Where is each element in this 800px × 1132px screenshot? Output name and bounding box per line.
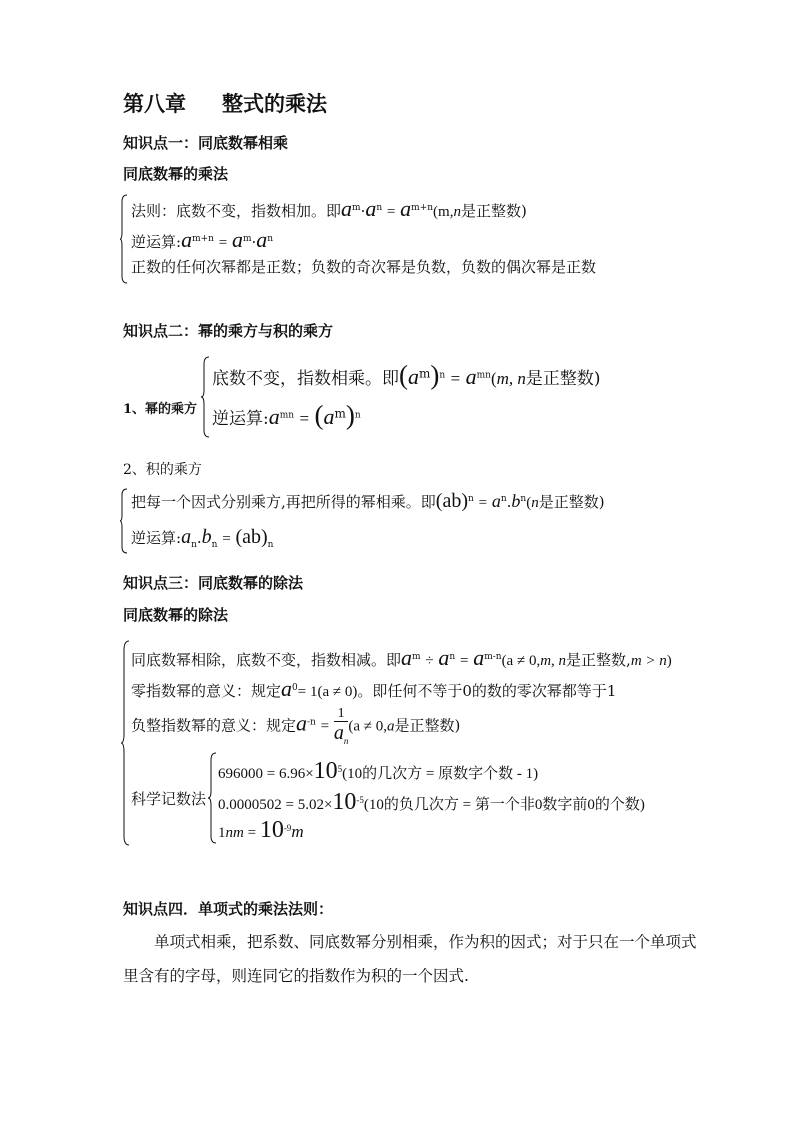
k1-inv-a1: a bbox=[181, 227, 193, 252]
k3-neg-cond-a: a bbox=[387, 718, 395, 735]
k2-cond-tail: 是正整数) bbox=[525, 369, 601, 389]
k1-rule-line bbox=[131, 196, 527, 222]
k3-sci-1-note: (10的几次方 = 原数字个数 - 1) bbox=[342, 766, 539, 782]
k2-product-b: b bbox=[511, 491, 521, 511]
k2-power-label: 1、幂的乘方 bbox=[123, 402, 198, 417]
k2-inv-mn: mn bbox=[279, 410, 295, 421]
k1-rule-eq: = bbox=[386, 204, 396, 220]
k3-neg-cond-tail: 是正整数) bbox=[394, 716, 461, 735]
k2-inv-a: a bbox=[268, 404, 280, 429]
k2-power-eq: = bbox=[450, 369, 461, 388]
k3-neg-eq: = bbox=[320, 718, 330, 735]
k3-zero-exp: 0 bbox=[292, 683, 298, 693]
chapter-number: 第八章 bbox=[123, 91, 186, 116]
k3-div-cond-vars: m, n bbox=[540, 653, 567, 669]
k2-inv-m: m bbox=[334, 406, 346, 421]
k2-inv-paren-open: ( bbox=[314, 400, 324, 430]
k2-cond-mn: m, n bbox=[496, 369, 526, 388]
k2-paren-open: ( bbox=[399, 360, 408, 390]
k2-power-mn: mn bbox=[476, 370, 491, 381]
k1-rule-mn: m+n bbox=[411, 203, 434, 213]
k2-product-a-n: n bbox=[500, 494, 507, 504]
k3-brace-sci bbox=[208, 752, 217, 844]
k2-pinv-a: a bbox=[181, 526, 192, 548]
k1-rule-a3: a bbox=[400, 196, 412, 221]
k3-div-m: m bbox=[412, 652, 421, 662]
k3-div-rule-text: 同底数幂相除，底数不变，指数相减。即 bbox=[131, 651, 402, 669]
k3-neg-cond: (a ≠ 0, bbox=[348, 718, 388, 735]
k2-pinv-b-n: n bbox=[211, 540, 218, 550]
k2-power-n: n bbox=[439, 370, 446, 381]
k3-subheading: 同底数幂的除法 bbox=[123, 606, 229, 624]
k2-power-rule-text: 底数不变，指数相乘。即 bbox=[212, 369, 399, 389]
k2-heading: 知识点二：幂的乘方与积的乘方 bbox=[123, 322, 334, 340]
k2-inv-n: n bbox=[354, 410, 361, 421]
k2-product-inverse-label: 逆运算: bbox=[131, 529, 182, 547]
k3-sci-example-1 bbox=[218, 758, 538, 785]
k1-inv-a2: a bbox=[231, 227, 243, 252]
k2-cond-open: ( bbox=[490, 369, 497, 388]
k1-rule-dot: · bbox=[360, 202, 366, 220]
k2-product-label bbox=[123, 459, 202, 479]
k1-rule-a1: a bbox=[341, 196, 353, 221]
k3-div-cond-close: ) bbox=[666, 653, 672, 669]
k3-sci-1-exp: 5 bbox=[337, 764, 343, 774]
k3-neg-a: a bbox=[296, 710, 308, 736]
k2-power-a2: a bbox=[465, 364, 477, 389]
k2-product-b-n: n bbox=[520, 494, 527, 504]
k3-div-cond-mid: 是正整数, bbox=[566, 651, 631, 669]
k1-subheading: 同底数幂的乘法 bbox=[123, 165, 229, 183]
k3-div-cond-ineq: m > n bbox=[630, 653, 667, 669]
k3-sci-2-note: (10的负几次方 = 第一个非0数字前0的个数) bbox=[363, 797, 645, 813]
chapter-title bbox=[123, 88, 327, 118]
k3-sci-2-exp: -5 bbox=[356, 795, 364, 805]
k3-div-a3: a bbox=[473, 645, 485, 670]
k1-inv-mn: m+n bbox=[192, 234, 214, 244]
k2-pinv-dot: . bbox=[196, 529, 202, 547]
k3-div-sign: ÷ bbox=[425, 653, 434, 669]
k3-zero-tail: 即任何不等于0的数的零次幂都等于1 bbox=[372, 682, 617, 700]
k2-pinv-a-n: n bbox=[191, 540, 197, 550]
k3-sci-3-exp: -9 bbox=[283, 823, 292, 833]
k3-div-n: n bbox=[449, 652, 456, 662]
k3-sci-3-eq: = bbox=[243, 825, 260, 841]
k3-heading: 知识点三：同底数幂的除法 bbox=[123, 574, 304, 592]
k2-product-label-text: 2、积的乘方 bbox=[123, 462, 202, 478]
k1-rule-n: n bbox=[376, 203, 383, 213]
k1-rule-cond-n: n bbox=[453, 204, 461, 220]
k2-inv-paren-close: ) bbox=[345, 400, 355, 430]
k3-div-eq: = bbox=[459, 653, 469, 669]
k1-inv-m: m bbox=[242, 234, 252, 244]
k3-sci-3-unit: nm bbox=[225, 825, 244, 841]
k3-sci-example-2 bbox=[218, 789, 645, 816]
k3-sci-1-base: 10 bbox=[313, 758, 338, 784]
k3-neg-fraction bbox=[334, 706, 349, 747]
k2-product-inverse-line bbox=[131, 526, 273, 550]
k2-power-a: a bbox=[408, 364, 419, 389]
k4-body: 单项式相乘，把系数、同底数幂分别相乘，作为积的因式；对于只在一个单项式里含有的字母，则连同它的指数作为积的一个因式. bbox=[123, 933, 697, 985]
k1-rule-m: m bbox=[352, 203, 361, 213]
k3-div-a1: a bbox=[401, 645, 413, 670]
k2-pinv-b: b bbox=[201, 526, 212, 548]
k2-product-cond: ( bbox=[526, 495, 532, 511]
k3-div-cond-head: (a ≠ 0, bbox=[501, 653, 541, 669]
k3-div-mn: m-n bbox=[484, 652, 502, 662]
k2-inv-eq: = bbox=[299, 409, 310, 428]
k2-paren-close: ) bbox=[430, 360, 440, 390]
k3-sci-3-m: m bbox=[291, 822, 304, 841]
k3-sci-3-base: 10 bbox=[259, 817, 284, 843]
k3-sci-3-lhs: 1 bbox=[218, 825, 226, 841]
k1-inv-a3: a bbox=[256, 227, 268, 252]
k2-product-a: a bbox=[491, 491, 501, 511]
k4-heading: 知识点四．单项式的乘法法则： bbox=[123, 900, 334, 918]
k3-neg-num: 1 bbox=[334, 706, 349, 722]
k3-zero-a: a bbox=[281, 676, 293, 701]
k2-product-n: n bbox=[467, 494, 474, 504]
k3-neg-text: 负整指数幂的意义：规定 bbox=[131, 716, 297, 735]
k1-brace bbox=[120, 194, 128, 284]
k1-inverse-label: 逆运算: bbox=[131, 233, 182, 251]
k3-neg-den-n: n bbox=[343, 736, 349, 747]
k1-inv-eq: = bbox=[218, 235, 228, 251]
k2-inv-a2: a bbox=[323, 404, 335, 429]
k3-neg-den bbox=[334, 722, 349, 747]
k3-neg-exp: -n bbox=[307, 717, 316, 728]
k1-rule-cond-tail: 是正整数) bbox=[460, 202, 527, 220]
k1-rule-text: 法则：底数不变，指数相加。即 bbox=[131, 202, 342, 220]
k3-div-a2: a bbox=[438, 645, 450, 670]
k1-inverse-line bbox=[131, 227, 273, 253]
k2-product-cond-tail: 是正整数) bbox=[538, 493, 605, 511]
k1-sign-rule: 正数的任何次幂都是正数；负数的奇次幂是负数，负数的偶次幂是正数 bbox=[131, 258, 597, 276]
k3-neg-den-a: a bbox=[333, 722, 344, 745]
k2-brace-product bbox=[120, 488, 128, 554]
k2-power-inverse-line bbox=[212, 400, 361, 431]
k2-pinv-eq: = bbox=[222, 531, 231, 547]
k2-product-rule-text: 把每一个因式分别乘方,再把所得的幂相乘。即 bbox=[131, 493, 436, 511]
k3-zero-text: 零指数幂的意义：规定 bbox=[131, 682, 282, 700]
k3-sci-label: 科学记数法 bbox=[131, 790, 207, 808]
k2-pinv-n: n bbox=[267, 540, 274, 550]
k2-brace-power bbox=[201, 356, 210, 438]
k1-heading: 知识点一：同底数幂相乘 bbox=[123, 134, 289, 152]
k2-pinv-ab: (ab) bbox=[235, 526, 268, 548]
k2-power-m: m bbox=[419, 366, 431, 381]
k2-product-eq: = bbox=[478, 495, 488, 511]
k3-zero-expr: = 1(a ≠ 0)。 bbox=[297, 684, 373, 700]
k3-zero-line bbox=[131, 676, 616, 702]
k2-power-inverse-label: 逆运算: bbox=[212, 409, 269, 429]
k3-neg-line bbox=[131, 706, 460, 747]
k2-product-rule-line bbox=[131, 490, 605, 513]
k3-sci-2-base: 10 bbox=[332, 789, 357, 815]
k2-power-rule-line bbox=[212, 360, 601, 391]
k1-inv-dot: · bbox=[251, 233, 257, 251]
k3-brace-main bbox=[121, 640, 130, 846]
k3-div-rule-line bbox=[131, 645, 672, 671]
k1-rule-cond: (m, bbox=[433, 204, 454, 220]
k1-inv-n: n bbox=[267, 234, 274, 244]
k3-sci-2-lhs: 0.0000502 = 5.02× bbox=[218, 797, 333, 813]
k2-product-dot: . bbox=[506, 493, 512, 511]
k1-rule-a2: a bbox=[365, 196, 377, 221]
k3-sci-example-3 bbox=[218, 817, 304, 844]
k3-sci-1-lhs: 696000 = 6.96× bbox=[218, 766, 314, 782]
k2-product-cond-n: n bbox=[531, 495, 539, 511]
k2-product-ab: (ab) bbox=[435, 490, 468, 512]
chapter-name: 整式的乘法 bbox=[222, 91, 327, 116]
